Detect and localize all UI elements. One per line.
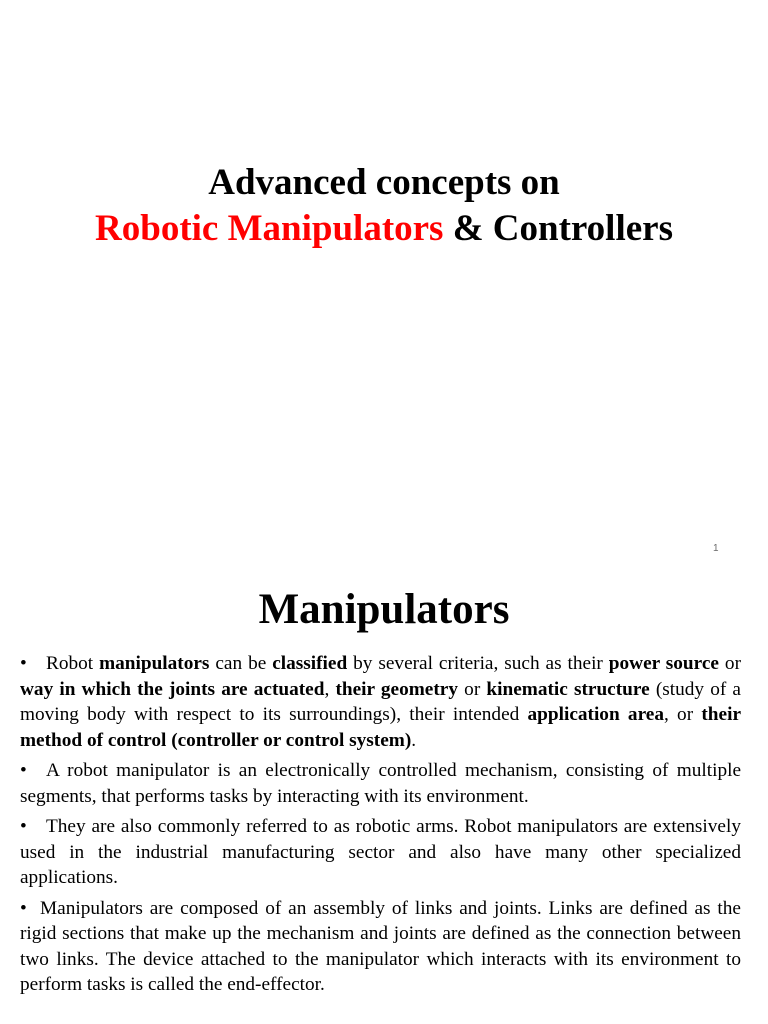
bullet-text: , or <box>663 704 702 725</box>
bullet-text: (study of a moving body with respect to its surroundings), their intended <box>20 678 741 725</box>
bullet-text: or <box>458 678 487 700</box>
title-line-2 <box>0 206 768 252</box>
bullet-text: , <box>324 678 336 700</box>
bold-term: power source <box>608 653 719 674</box>
bullet-text: or <box>718 653 741 674</box>
bullet-icon: • <box>20 760 27 781</box>
bullet-text: . <box>411 729 417 751</box>
bold-term: application area <box>527 704 664 725</box>
bold-term: way in which the joints are actuated <box>20 678 325 700</box>
bullet-text: They are also commonly referred to as robotic arms. Robot manipulators are extensively used in the industrial manufacturing sector and also have many other specialized applications. <box>20 816 741 888</box>
slide-title <box>0 160 768 252</box>
bullet-text: by several criteria, such as their <box>347 653 609 674</box>
bullet-text: Robot <box>46 653 100 674</box>
bullet-text: A robot manipulator is an electronically controlled mechanism, consisting of multiple segments, that performs tasks by interacting with its environment. <box>20 760 741 807</box>
content-slide <box>0 565 768 1024</box>
bullet-icon: • <box>20 816 27 837</box>
bullet-item <box>20 896 741 998</box>
bullet-item <box>20 814 741 891</box>
bold-term: kinematic structure <box>486 678 650 700</box>
page-number: 1 <box>713 543 719 554</box>
title-rest-text: & Controllers <box>443 208 673 249</box>
bullet-item <box>20 651 741 753</box>
bold-term: their method of control (controller or control system) <box>20 704 742 751</box>
bullet-icon: • <box>20 897 27 919</box>
bullet-list <box>20 651 741 1003</box>
slide-heading: Manipulators <box>258 586 510 633</box>
bullet-icon: • <box>20 653 27 674</box>
bullet-text: can be <box>209 653 273 674</box>
bullet-text: Manipulators are composed of an assembly of links and joints. Links are defined as the rigid sections that make up the mechanism and joints are defined as the connection between two links. The device attached to the manipulator which interacts with its environment to perform tasks is called the end-effector. <box>20 897 741 995</box>
bullet-item <box>20 758 741 809</box>
bold-term: classified <box>272 653 348 674</box>
bold-term: manipulators <box>99 653 210 674</box>
title-line-1: Advanced concepts on <box>208 162 560 203</box>
bold-term: their geometry <box>335 678 458 700</box>
title-accent-text: Robotic Manipulators <box>95 208 444 249</box>
